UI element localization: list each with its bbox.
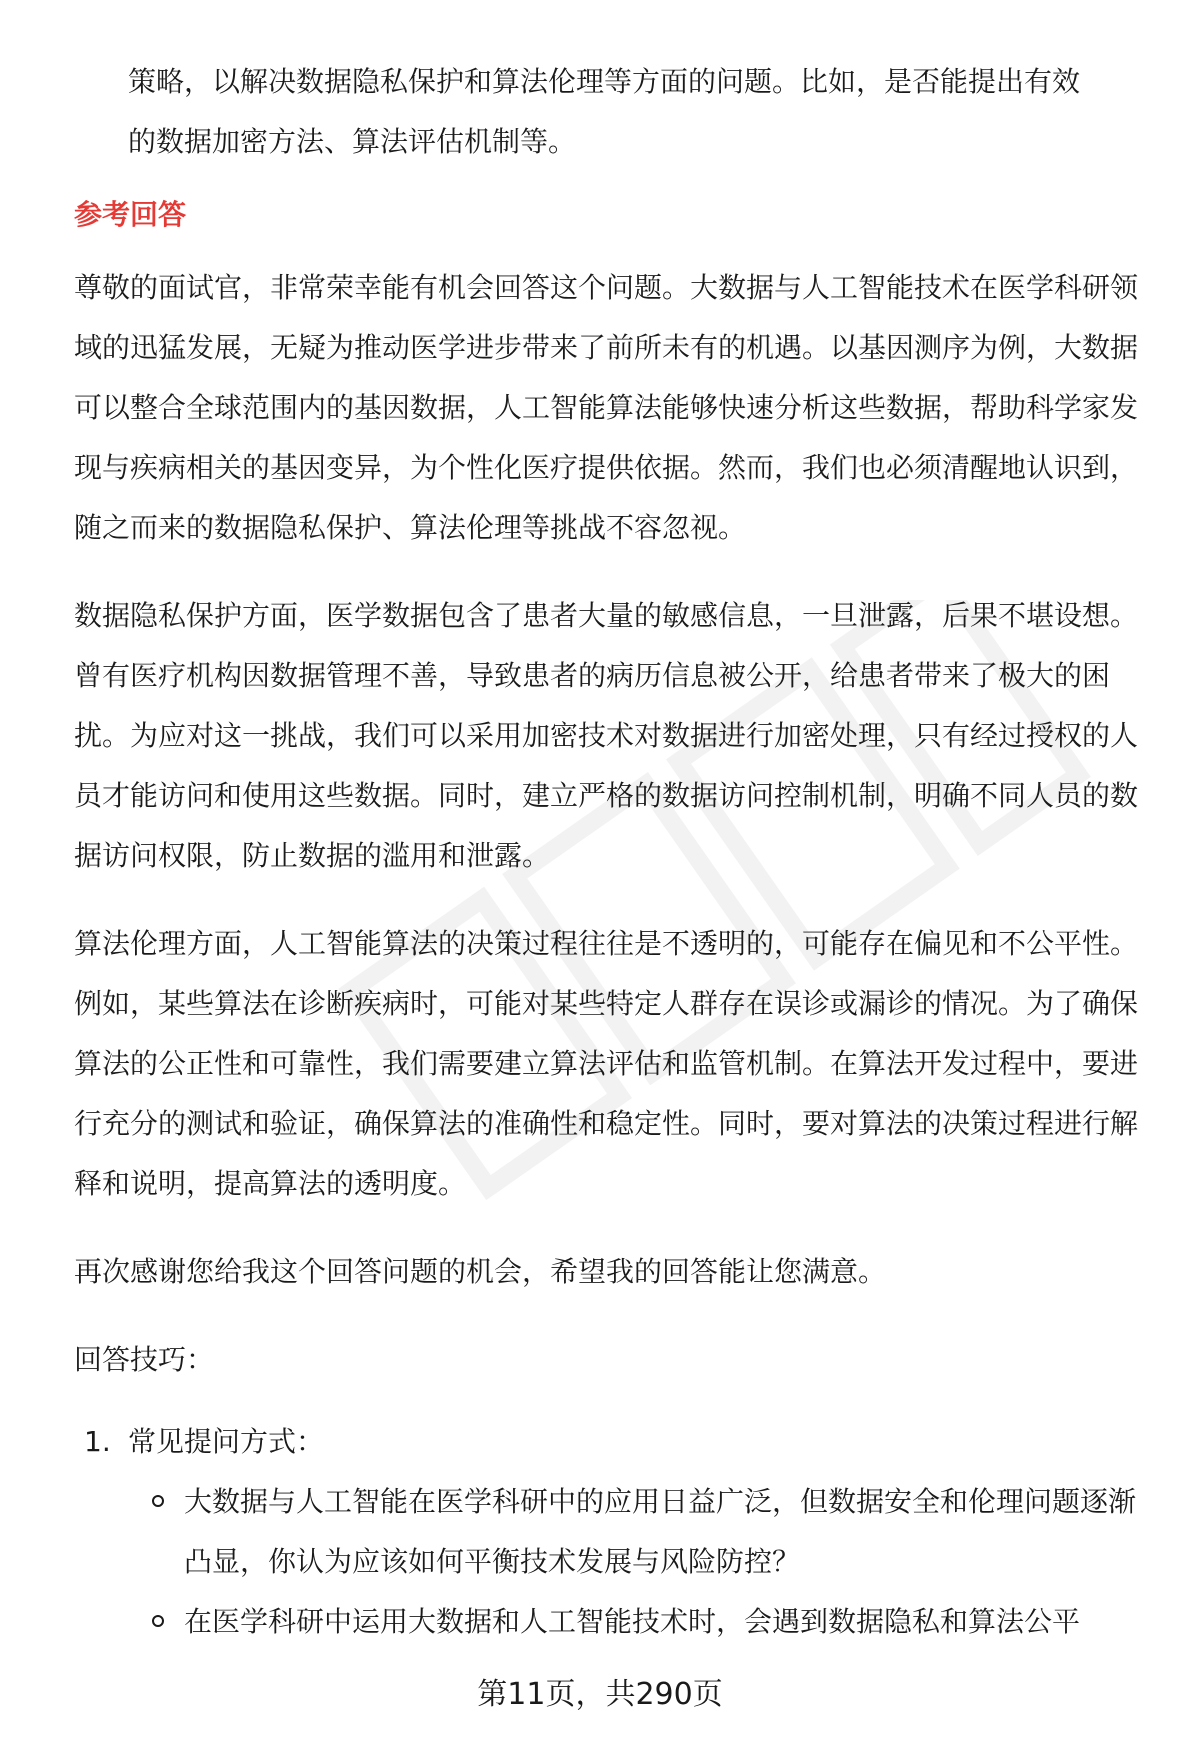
question-bullet-list [152,1472,1144,1652]
bullet-item [152,1472,1144,1592]
answer-paragraph: 尊敬的面试官，非常荣幸能有机会回答这个问题。大数据与人工智能技术在医学科研领域的迅猛发展，无疑为推动医学进步带来了前所未有的机遇。以基因测序为例，大数据可以整合全球范围内的基因数据，人工智能算法能够快速分析这些数据，帮助科学家发现与疾病相关的基因变异，为个性化医疗提供依据。然而，我们也必须清醒地认识到，随之而来的数据隐私保护、算法伦理等挑战不容忽视。 [74,271,1139,544]
hollow-circle-bullet-icon [152,1495,164,1507]
bullet-text: 大数据与人工智能在医学科研中的应用日益广泛，但数据安全和伦理问题逐渐凸显，你认为应该如何平衡技术发展与风险防控？ [184,1485,1137,1578]
intro-line: 的数据加密方法、算法评估机制等。 [128,125,577,158]
tips-list-item [84,1412,1144,1472]
bullet-text: 在医学科研中运用大数据和人工智能技术时，会遇到数据隐私和算法公平 [184,1605,1081,1638]
list-number: 1. [84,1425,111,1458]
hollow-circle-bullet-icon [152,1615,164,1627]
tips-label: 回答技巧： [74,1343,215,1376]
list-item-title: 常见提问方式： [128,1425,325,1458]
answer-paragraph: 再次感谢您给我这个回答问题的机会，希望我的回答能让您满意。 [74,1255,887,1288]
intro-text [128,52,1144,172]
page-number-footer: 第11页，共290页 [477,1677,723,1712]
intro-line: 策略，以解决数据隐私保护和算法伦理等方面的问题。比如，是否能提出有效 [128,65,1081,98]
reference-answer-heading: 参考回答 [74,198,187,231]
bullet-item [152,1592,1144,1652]
document-content [74,52,1144,1652]
answer-paragraph: 数据隐私保护方面，医学数据包含了患者大量的敏感信息，一旦泄露，后果不堪设想。曾有医疗机构因数据管理不善，导致患者的病历信息被公开，给患者带来了极大的困扰。为应对这一挑战，我们可以采用加密技术对数据进行加密处理，只有经过授权的人员才能访问和使用这些数据。同时，建立严格的数据访问控制机制，明确不同人员的数据访问权限，防止数据的滥用和泄露。 [74,599,1139,872]
answer-paragraph: 算法伦理方面，人工智能算法的决策过程往往是不透明的，可能存在偏见和不公平性。例如，某些算法在诊断疾病时，可能对某些特定人群存在误诊或漏诊的情况。为了确保算法的公正性和可靠性，我们需要建立算法评估和监管机制。在算法开发过程中，要进行充分的测试和验证，确保算法的准确性和稳定性。同时，要对算法的决策过程进行解释和说明，提高算法的透明度。 [74,927,1139,1200]
